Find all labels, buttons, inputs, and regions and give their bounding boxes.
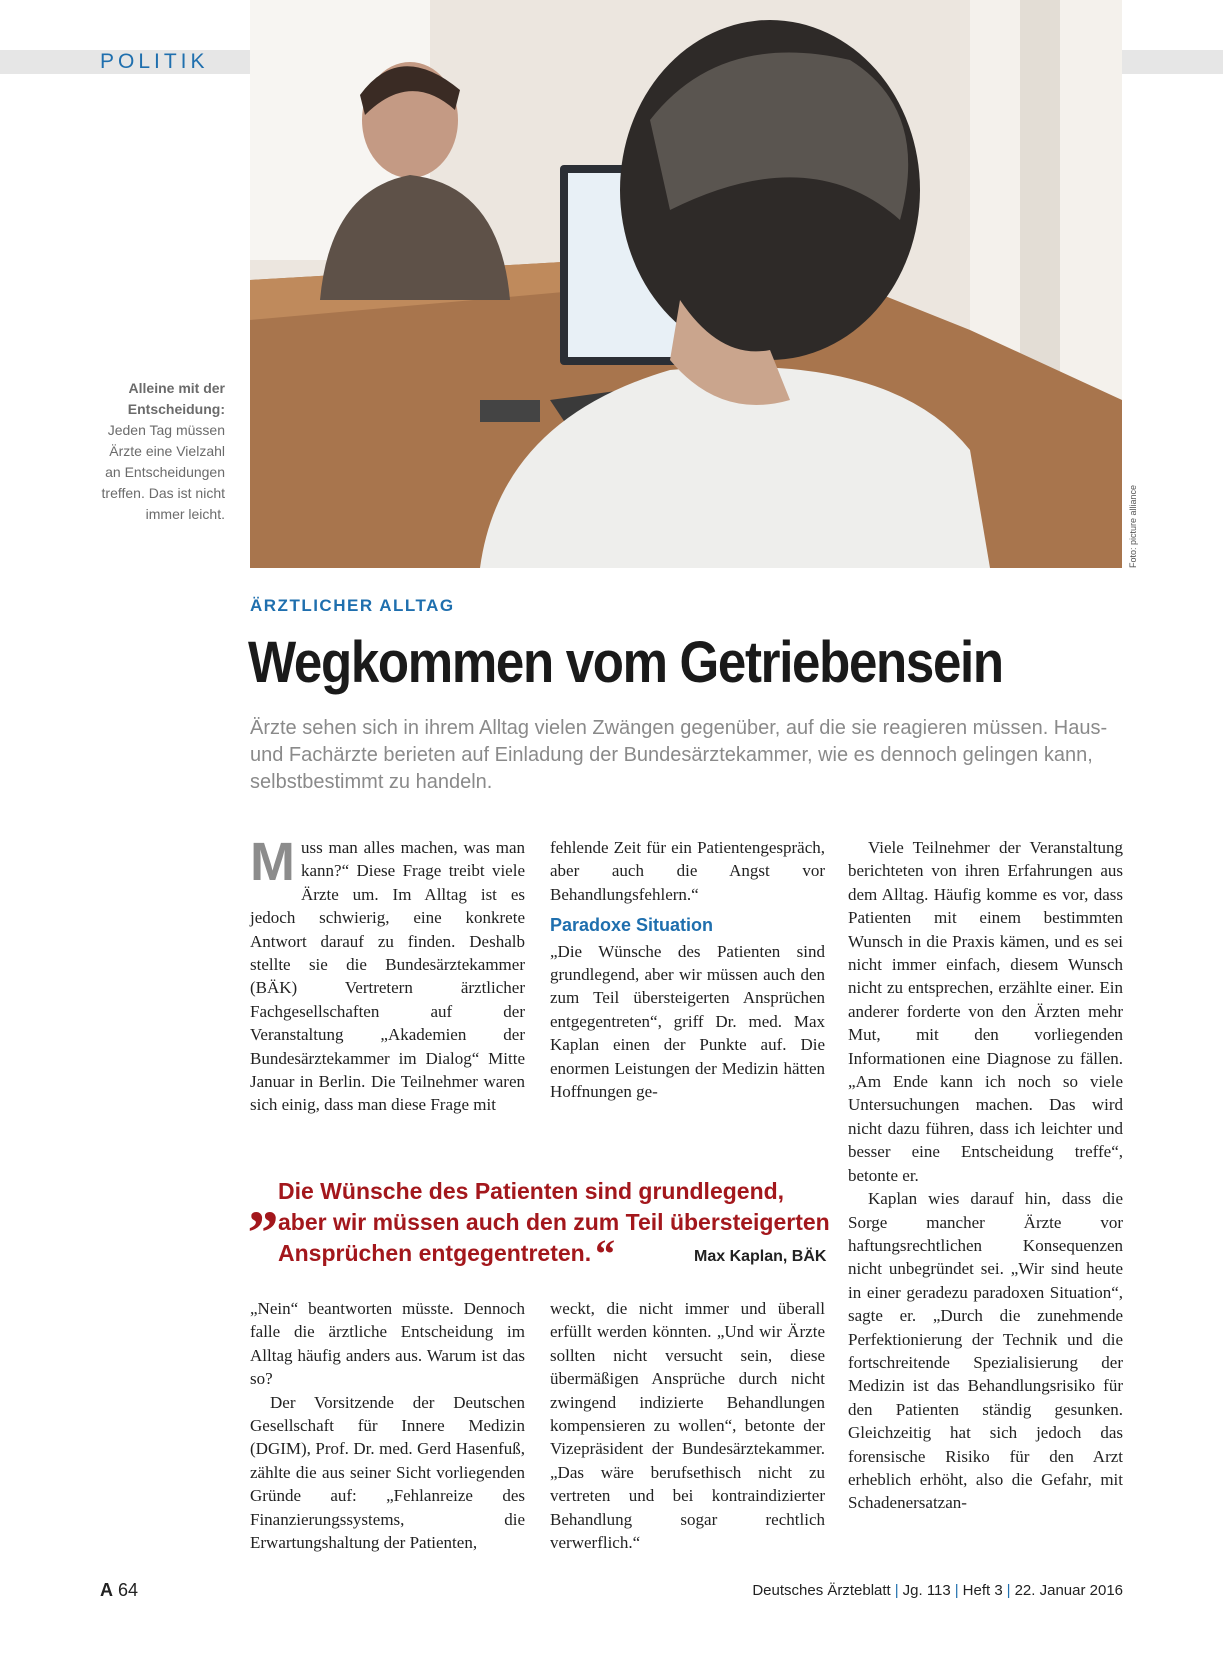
column-2-bottom-paragraph-1: weckt, die nicht immer und überall erfüllt werden könnten. „Und wir Ärzte sollten nicht versucht sein, diese übermäßigen Ansprüche durch nicht zwingend indizierte Behandlungen kompensieren zu wollen“, betonte der Vizepräsident der Bundesärztekammer. „Das wäre berufsethisch nicht zu vertreten und bei kontraindizierter Behandlung sogar rechtlich verwerflich.“: [550, 1299, 825, 1553]
pull-quote-text: Die Wünsche des Patienten sind grundlegend, aber wir müssen auch den zum Teil übersteigerten Ansprüchen entgegentreten.: [278, 1178, 830, 1266]
article-kicker: ÄRZTLICHER ALLTAG: [250, 596, 455, 615]
photo-credit: Foto: picture alliance: [1128, 484, 1138, 568]
pull-quote: [248, 1167, 830, 1276]
column-1-bottom-paragraph-1: „Nein“ beantworten müsste. Dennoch falle die ärztliche Entscheidung im Alltag häufig anders aus. Warum ist das so?: [250, 1299, 525, 1389]
journal-date: 22. Januar 2016: [1014, 1582, 1123, 1599]
column-2-bottom: [550, 1297, 825, 1554]
pull-quote-attribution: Max Kaplan, BÄK: [694, 1248, 827, 1265]
journal-volume: Jg. 113: [902, 1582, 951, 1599]
pull-quote-close-mark: “: [595, 1231, 616, 1276]
separator: |: [894, 1582, 899, 1599]
article-photo: [250, 0, 1122, 568]
section-bar-right: [1122, 50, 1223, 74]
article-headline: Wegkommen vom Getriebensein: [248, 630, 1003, 695]
journal-info: [752, 1582, 1123, 1599]
caption-title: Alleine mit der Entscheidung:: [127, 380, 225, 417]
article-lead: Ärzte sehen sich in ihrem Alltag vielen Zwängen gegenüber, auf die sie reagieren müssen. Haus- und Fachärzte berieten auf Einladung der Bundesärztekammer, wie es dennoch gelingen kann, selbstbestimmt zu handeln.: [250, 717, 1108, 793]
column-3: [848, 836, 1123, 1515]
column-2-top-paragraph-2: „Die Wünsche des Patienten sind grundlegend, aber wir müssen auch den zum Teil übersteigerten Ansprüchen entgegentreten“, griff Dr. med. Max Kaplan einen der Punkte auf. Die enormen Leistungen der Medizin hätten Hoffnungen ge-: [550, 941, 825, 1102]
column-2-top-paragraph-1: fehlende Zeit für ein Patientengespräch, aber auch die Angst vor Behandlungsfehlern.“: [550, 838, 825, 904]
subheading: Paradoxe Situation: [550, 915, 714, 936]
column-2-top: [550, 836, 825, 1103]
journal-issue: Heft 3: [962, 1582, 1003, 1599]
column-1-top: [250, 832, 525, 1117]
photo-caption: [95, 378, 225, 525]
column-3-paragraph-2: Kaplan wies darauf hin, dass die Sorge mancher Ärzte vor haftungsrechtlichen Konsequenzen nicht unbegründet sei. „Wir sind heute in einer geradezu paradoxen Situation“, sagte er. „Durch die zunehmende Perfektionierung der Technik und die fortschreitende Spezialisierung der Medizin ist das Behandlungsrisiko für den Patienten ständig gesunken. Gleichzeitig hat sich jedoch das forensische Risiko für den Arzt erheblich erhöht, also die Gefahr, mit Schadenersatzan-: [848, 1189, 1123, 1513]
pull-quote-open-mark: „: [248, 1167, 279, 1235]
drop-cap: M: [250, 832, 295, 892]
page-letter: A: [100, 1580, 113, 1600]
journal-name: Deutsches Ärzteblatt: [752, 1582, 891, 1599]
column-3-paragraph-1: Viele Teilnehmer der Veranstaltung berichteten von ihren Erfahrungen aus dem Alltag. Häufig komme es vor, dass Patienten mit einem bestimmten Wunsch in die Praxis kämen, und es sei nicht immer einfach, diesem Wunsch nicht zu entsprechen, erzählte einer. Ein anderer forderte von den Ärzten mehr Mut, mit den vorliegenden Informationen eine Diagnose zu fällen. „Am Ende kann ich noch so viele Untersuchungen machen. Das wird nicht dazu führen, dass ich leichter und besser eine Entscheidung treffe“, betonte er.: [848, 838, 1123, 1185]
separator: |: [954, 1582, 959, 1599]
column-1-bottom: [250, 1297, 525, 1554]
section-label: POLITIK: [100, 50, 209, 73]
separator: |: [1006, 1582, 1011, 1599]
column-1-top-text: uss man alles machen, was man kann?“ Diese Frage treibt viele Ärzte um. Im Alltag ist es jedoch schwierig, eine konkrete Antwort darauf zu finden. Deshalb stellte sie die Bundesärztekammer (BÄK) Vertretern ärztlicher Fachgesellschaften auf der Veranstaltung „Akademien der Bundesärztekammer im Dialog“ Mitte Januar in Berlin. Die Teilnehmer waren sich einig, dass man diese Frage mit: [250, 838, 525, 1115]
caption-text: Jeden Tag müssen Ärzte eine Vielzahl an Entscheidungen treffen. Das ist nicht immer leicht.: [101, 422, 225, 522]
page-number: [100, 1580, 138, 1601]
page-number-value: 64: [118, 1580, 139, 1600]
column-1-bottom-paragraph-2: Der Vorsitzende der Deutschen Gesellschaft für Innere Medizin (DGIM), Prof. Dr. med. Gerd Hasenfuß, zählte die aus seiner Sicht vorliegenden Gründe auf: „Fehlanreize des Finanzierungssystems, die Erwartungshaltung der Patienten,: [250, 1392, 525, 1553]
